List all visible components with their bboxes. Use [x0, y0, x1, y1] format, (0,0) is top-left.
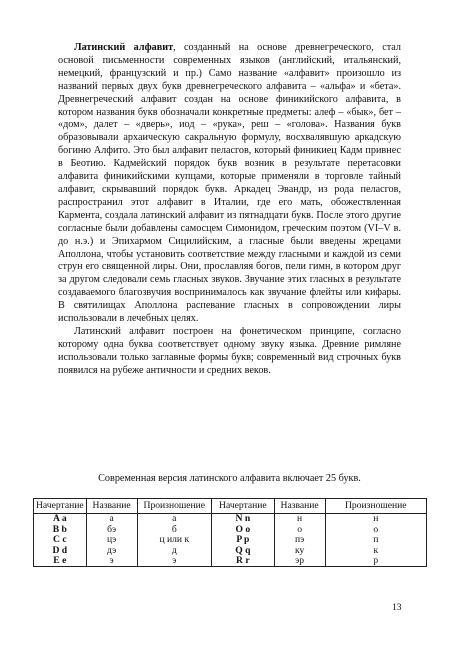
table-header-row: [34, 499, 427, 514]
glyph-cell: O o: [212, 525, 275, 535]
name-cell: пэ: [274, 535, 325, 545]
header-glyph-2: Начертание: [212, 499, 275, 514]
glyph-cell: P p: [212, 535, 275, 545]
paragraph-2: Латинский алфавит построен на фонетическом принципе, согласно которому одна буква соответствует одному звуку языка. Древние римляне использовали только заглавные формы букв; современный вид строчных букв появился на рубеже античности и средних веков.: [58, 325, 401, 376]
body-text: [58, 42, 401, 378]
table-row: [34, 535, 427, 545]
paragraph-1: [58, 42, 401, 326]
header-pronunciation-2: Произношение: [325, 499, 426, 514]
name-cell: о: [274, 525, 325, 535]
name-cell: н: [274, 514, 325, 525]
name-cell: э: [86, 556, 137, 567]
pronunciation-cell: ц или к: [137, 535, 211, 545]
pronunciation-cell: a: [137, 514, 211, 525]
pronunciation-cell: б: [137, 525, 211, 535]
name-cell: эр: [274, 556, 325, 567]
pronunciation-cell: д: [137, 546, 211, 556]
glyph-cell: A a: [34, 514, 87, 525]
name-cell: дэ: [86, 546, 137, 556]
header-name-2: Название: [274, 499, 325, 514]
pronunciation-cell: о: [325, 525, 426, 535]
pronunciation-cell: к: [325, 546, 426, 556]
page-number: 13: [392, 603, 402, 613]
name-cell: a: [86, 514, 137, 525]
name-cell: бэ: [86, 525, 137, 535]
pronunciation-cell: р: [325, 556, 426, 567]
pronunciation-cell: п: [325, 535, 426, 545]
table-row: [34, 514, 427, 525]
glyph-cell: Q q: [212, 546, 275, 556]
glyph-cell: R r: [212, 556, 275, 567]
header-glyph: Начертание: [34, 499, 87, 514]
glyph-cell: B b: [34, 525, 87, 535]
table-row: [34, 525, 427, 535]
name-cell: цэ: [86, 535, 137, 545]
pronunciation-cell: н: [325, 514, 426, 525]
header-pronunciation: Произношение: [137, 499, 211, 514]
glyph-cell: E e: [34, 556, 87, 567]
table-row: [34, 556, 427, 567]
pronunciation-cell: э: [137, 556, 211, 567]
table-row: [34, 546, 427, 556]
table-caption: Современная версия латинского алфавита включает 25 букв.: [98, 473, 361, 484]
header-name: Название: [86, 499, 137, 514]
paragraph-1-text: , созданный на основе древнегреческого, стал основой письменности современных языков (английский, итальянский, немецкий, французский и пр.) Само название «алфавит» произошло из названий первых двух букв древнегреческого алфавита – «альфа» и «бета». Древнегреческий алфавит создан на основе финикийского алфавита, в котором названия букв обозначали конкретные предметы: алеф – «бык», бет – «дом», далет – «дверь», иод – «рука», реш – «голова». Названия букв образовывали архаическую сакральную формулу, восхвалявшую аркадскую богиню Алфито. Это был алфавит пеласгов, который финикиец Кадм привнес в Беотию. Кадмейский порядок букв возник в результате перетасовки алфавита финикийскими купцами, которые применяли в торговле тайный алфавит, скрывавший порядок букв. Аркадец Эвандр, из рода пеласгов, распространил этот алфавит в Италии, где его мать, обожествленная Кармента, создала латинский алфавит из пятнадцати букв. После этого другие согласные были добавлены самосцем Симонидом, греческим поэтом (VI–V в. до н.э.) и Эпихармом Сицилийским, а гласные были введены жрецами Аполлона, чтобы установить соответствие между гласными и каждой из семи струн его священной лиры. Они, прославляя богов, пели гимн, в котором друг за другом следовали семь гласных звуков. Звучание этих гласных в результате создаваемого благозвучия воспринималось как звучание флейты или кифары. В святилищах Аполлона распевание гласных в сопровождении лиры использовали в лечебных целях.: [58, 42, 401, 325]
glyph-cell: N n: [212, 514, 275, 525]
glyph-cell: C c: [34, 535, 87, 545]
glyph-cell: D d: [34, 546, 87, 556]
term-latin-alphabet: Латинский алфавит: [74, 42, 174, 53]
alphabet-table: [33, 498, 427, 567]
name-cell: ку: [274, 546, 325, 556]
